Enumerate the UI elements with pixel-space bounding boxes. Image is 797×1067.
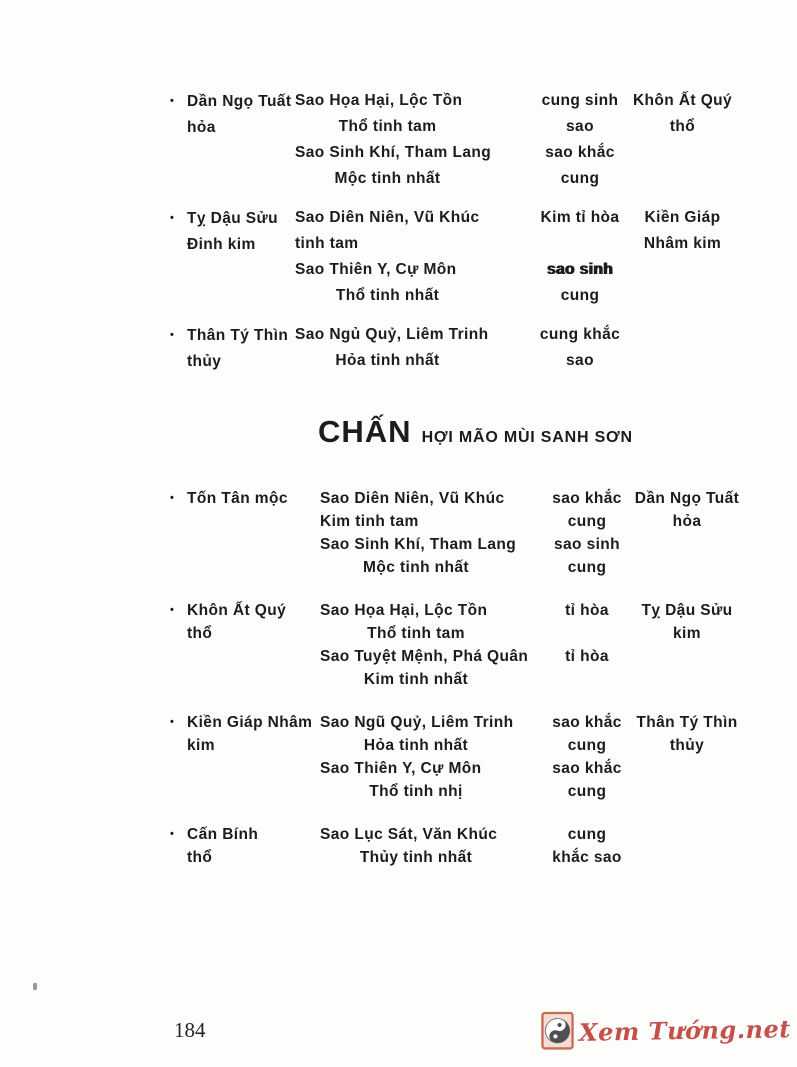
group-name: Tốn Tân mộc <box>187 490 288 507</box>
group-line <box>170 599 320 622</box>
target-name: Thân Tý Thìn <box>636 714 738 731</box>
star-line: Thổ tinh tam <box>367 625 465 642</box>
group-line <box>170 88 295 115</box>
relation-line <box>542 668 632 691</box>
section-bottom <box>170 487 742 889</box>
star-line: Mộc tinh nhất <box>363 559 469 576</box>
relation-line: cung <box>567 559 607 576</box>
relation-column <box>542 711 632 803</box>
target-name: Kiền Giáp <box>644 209 721 226</box>
relation-column <box>542 487 632 579</box>
ink-speck <box>33 983 37 990</box>
group-name: Kiền Giáp Nhâm <box>187 714 313 731</box>
target-column <box>625 322 740 375</box>
group-column <box>170 88 295 192</box>
target-name: Tỵ Dậu Sửu <box>641 602 733 619</box>
relation-line: sao sinh <box>553 536 621 553</box>
target-element: thủy <box>669 737 705 754</box>
relation-line: cung <box>567 826 607 843</box>
relation-line: sao khắc <box>545 144 615 161</box>
relation-line: cung <box>567 737 607 754</box>
stars-column <box>320 487 542 579</box>
star-line: Thổ tinh tam <box>338 118 437 135</box>
star-line: Sao Thiên Y, Cự Môn <box>295 261 457 278</box>
star-line: Sao Diên Niên, Vũ Khúc <box>295 209 480 226</box>
relation-line: cung khắc <box>539 326 621 343</box>
group-column <box>170 823 320 869</box>
star-line: Thổ tinh nhất <box>335 287 440 304</box>
group-name: Dần Ngọ Tuất <box>187 93 292 110</box>
stars-column <box>295 322 535 375</box>
star-line: Sao Sinh Khí, Tham Lang <box>320 536 517 553</box>
stars-column <box>320 599 542 691</box>
target-element: hỏa <box>672 513 702 530</box>
group-line <box>170 322 295 349</box>
star-line: Thổ tinh nhị <box>369 783 463 800</box>
target-column <box>625 88 740 192</box>
entry-row-than-ty-thin <box>170 322 740 375</box>
bullet-icon: • <box>170 329 175 341</box>
target-column <box>625 205 740 309</box>
group-column <box>170 205 295 309</box>
relation-line: sao khắc <box>552 714 622 731</box>
relation-line: sao khắc <box>552 760 622 777</box>
target-name <box>625 322 740 348</box>
star-line: Thủy tinh nhất <box>359 849 473 866</box>
relation-line: sao sinh <box>546 261 614 278</box>
target-element <box>625 348 740 374</box>
bullet-icon: • <box>170 212 175 224</box>
heading-subtitle: HỢI MÃO MÙI SANH SƠN <box>421 429 633 446</box>
relation-column <box>535 322 625 375</box>
stars-column <box>320 823 542 869</box>
star-line: Mộc tinh nhất <box>334 170 441 187</box>
section-top <box>170 88 740 388</box>
relation-line: Kim tỉ hòa <box>540 209 620 226</box>
relation-line: cung sinh <box>541 92 619 109</box>
group-line <box>170 487 320 510</box>
target-name <box>632 823 742 846</box>
relation-line: sao <box>566 352 594 369</box>
group-line <box>170 823 320 846</box>
bullet-icon: • <box>170 95 175 107</box>
relation-column <box>535 205 625 309</box>
heading-trigram: CHẤN <box>318 414 412 449</box>
relation-line <box>542 622 632 645</box>
entry-row-dan-ngo-tuat <box>170 88 740 192</box>
group-element: thổ <box>187 625 213 642</box>
entry-row-khon-at-quy <box>170 599 742 691</box>
star-line: Sao Tuyệt Mệnh, Phá Quân <box>320 648 529 665</box>
target-column <box>632 599 742 691</box>
entry-row-ty-dau-suu <box>170 205 740 309</box>
relation-line <box>535 231 625 257</box>
star-line: Sao Ngủ Quỷ, Liêm Trinh <box>295 326 489 343</box>
relation-line: sao <box>566 118 594 135</box>
relation-column <box>535 88 625 192</box>
bullet-icon: • <box>170 604 175 616</box>
group-column <box>170 487 320 579</box>
relation-line: cung <box>560 170 600 187</box>
star-line: tinh tam <box>295 235 359 252</box>
relation-line: tỉ hòa <box>565 648 609 665</box>
watermark-text: Xem Tướng.net <box>578 1013 792 1047</box>
target-element <box>632 846 742 869</box>
relation-column <box>542 823 632 869</box>
target-name: Dần Ngọ Tuất <box>634 490 740 507</box>
relation-line: cung <box>567 513 607 530</box>
relation-column <box>542 599 632 691</box>
target-element: thổ <box>669 118 696 135</box>
star-line: Sao Ngũ Quỷ, Liêm Trinh <box>320 714 514 731</box>
group-element: kim <box>187 737 215 754</box>
stars-column <box>295 205 535 309</box>
entry-row-kien-giap-nham <box>170 711 742 803</box>
group-column <box>170 599 320 691</box>
star-line: Hỏa tinh nhất <box>335 352 440 369</box>
group-element: thổ <box>187 849 213 866</box>
section-heading <box>318 414 633 450</box>
stars-column <box>320 711 542 803</box>
target-column <box>632 487 742 579</box>
group-name: Tỵ Dậu Sửu <box>187 210 279 227</box>
entry-row-can-binh <box>170 823 742 869</box>
relation-line: cung <box>567 783 607 800</box>
group-column <box>170 322 295 375</box>
star-line: Sao Lục Sát, Văn Khúc <box>320 826 498 843</box>
watermark <box>541 1010 791 1050</box>
relation-line: tỉ hòa <box>565 602 609 619</box>
bullet-icon: • <box>170 492 175 504</box>
group-element: thủy <box>187 353 222 370</box>
star-line: Kim tinh nhất <box>363 671 469 688</box>
relation-line: cung <box>560 287 600 304</box>
target-name: Khôn Ất Quý <box>632 92 733 109</box>
group-element: Đinh kim <box>187 236 256 253</box>
target-column <box>632 711 742 803</box>
star-line: Sao Diên Niên, Vũ Khúc <box>320 490 505 507</box>
star-line: Sao Họa Hại, Lộc Tồn <box>320 602 488 619</box>
stars-column <box>295 88 535 192</box>
bullet-icon: • <box>170 828 175 840</box>
star-line: Sao Họa Hại, Lộc Tồn <box>295 92 463 109</box>
entry-row-ton-tan <box>170 487 742 579</box>
group-line <box>170 711 320 734</box>
relation-line: khắc sao <box>552 849 622 866</box>
bullet-icon: • <box>170 716 175 728</box>
group-element: hỏa <box>187 119 216 136</box>
star-line: Kim tinh tam <box>320 513 419 530</box>
relation-line: sao khắc <box>552 490 622 507</box>
star-line: Sao Sinh Khí, Tham Lang <box>295 144 492 161</box>
yin-yang-icon <box>541 1010 574 1050</box>
star-line: Sao Thiên Y, Cự Môn <box>320 760 482 777</box>
page-number: 184 <box>174 1018 206 1042</box>
group-name: Thân Tý Thìn <box>187 327 289 344</box>
target-element: Nhâm kim <box>643 235 722 252</box>
star-line: Hỏa tinh nhất <box>363 737 469 754</box>
target-element: kim <box>673 625 701 642</box>
target-column <box>632 823 742 869</box>
group-column <box>170 711 320 803</box>
group-name: Cấn Bính <box>187 826 259 843</box>
group-name: Khôn Ất Quý <box>187 602 287 619</box>
group-line <box>170 205 295 232</box>
group-element <box>170 510 320 533</box>
